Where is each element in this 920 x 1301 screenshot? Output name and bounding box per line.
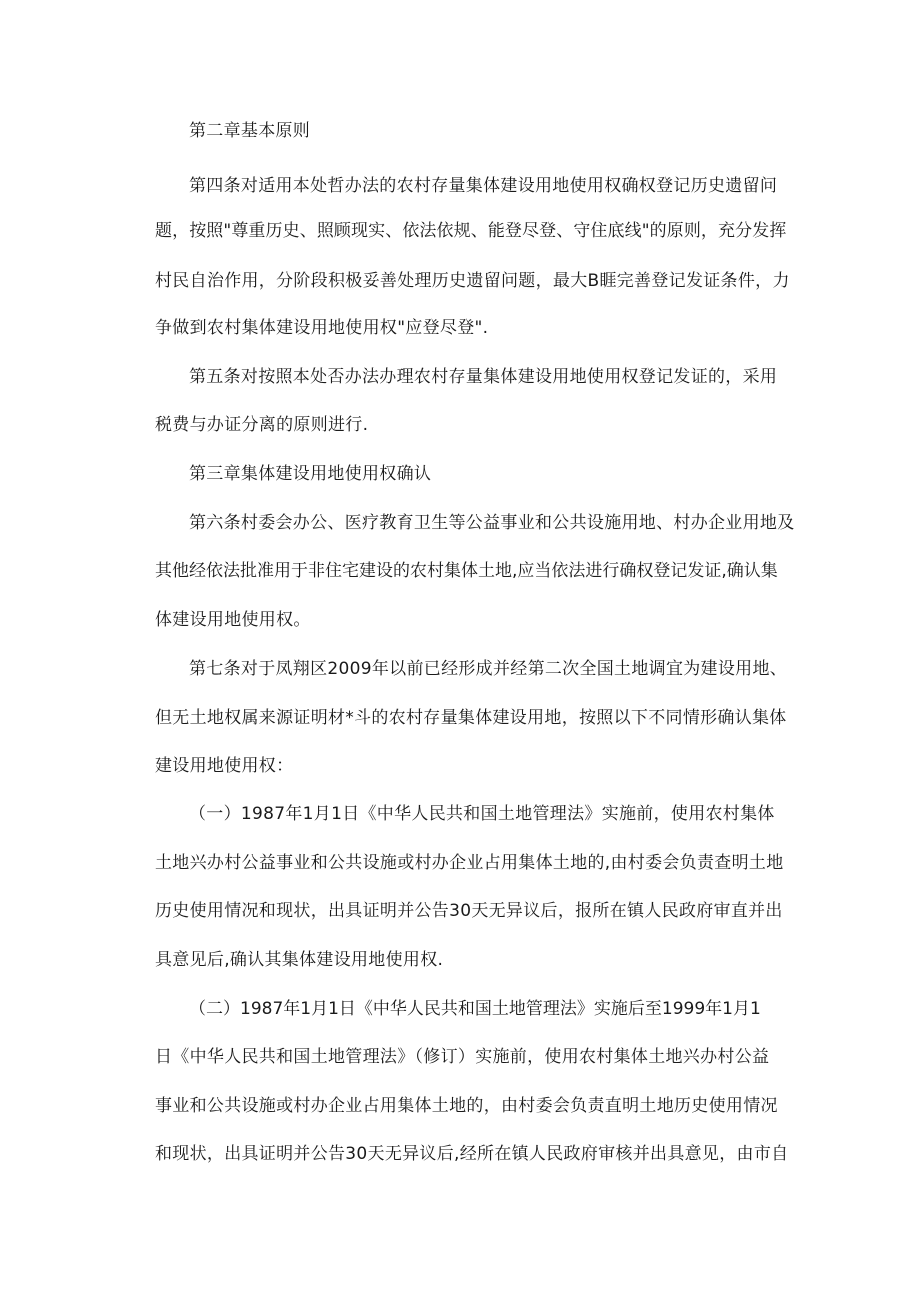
text-line: 争做到农村集体建设用地使用权"应登尽登". xyxy=(155,318,489,338)
text-line: 但无土地权属来源证明材*斗的农村存量集体建设用地，按照以下不同情形确认集体 xyxy=(155,708,787,728)
text-line: 体建设用地使用权。 xyxy=(155,610,311,630)
text-line: （二）1987年1月1日《中华人民共和国土地管理法》实施后至1999年1月1 xyxy=(189,999,761,1019)
text-line: 第五条对按照本处否办法办理农村存量集体建设用地使用权登记发证的，采用 xyxy=(189,367,778,387)
text-line: 第七条对于凤翔区2009年以前已经形成并经第二次全国土地调宜为建设用地、 xyxy=(189,659,788,679)
text-line: 题，按照"尊重历史、照顾现实、依法依规、能登尽登、守住底线"的原则，充分发挥 xyxy=(155,221,787,241)
text-line: 第六条村委会办公、医疗教育卫生等公益事业和公共设施用地、村办企业用地及 xyxy=(189,513,795,533)
text-line: 税费与办证分离的原则进行. xyxy=(155,415,369,435)
text-line: 其他经依法批准用于非住宅建设的农村集体土地,应当依法进行确权登记发证,确认集 xyxy=(155,561,778,581)
text-line: 村民自治作用，分阶段积极妥善处理历史遗留问题，最大B睚完善登记发证条件，力 xyxy=(155,271,790,291)
text-line: 和现状，出具证明并公告30天无异议后,经所在镇人民政府审核并出具意见，由市自 xyxy=(155,1144,789,1164)
chapter-heading: 第三章集体建设用地使用权确认 xyxy=(189,464,432,484)
text-line: 事业和公共设施或村办企业占用集体土地的，由村委会负责直明土地历史使用情况 xyxy=(155,1096,778,1116)
chapter-heading: 第二章基本原则 xyxy=(189,121,311,141)
text-line: 土地兴办村公益事业和公共设施或村办企业占用集体土地的,由村委会负责查明土地 xyxy=(155,853,784,873)
text-line: 建设用地使用权： xyxy=(155,756,294,776)
text-line: （一）1987年1月1日《中华人民共和国土地管理法》实施前，使用农村集体 xyxy=(189,804,775,824)
text-line: 具意见后,确认其集体建设用地使用权. xyxy=(155,950,444,970)
text-line: 日《中华人民共和国土地管理法》（修订）实施前，使用农村集体土地兴办村公益 xyxy=(155,1047,770,1067)
text-line: 第四条对适用本处哲办法的农村存量集体建设用地使用权确权登记历史遗留问 xyxy=(189,176,778,196)
text-line: 历史使用情况和现状，出具证明并公告30天无异议后，报所在镇人民政府审直并出 xyxy=(155,901,783,921)
